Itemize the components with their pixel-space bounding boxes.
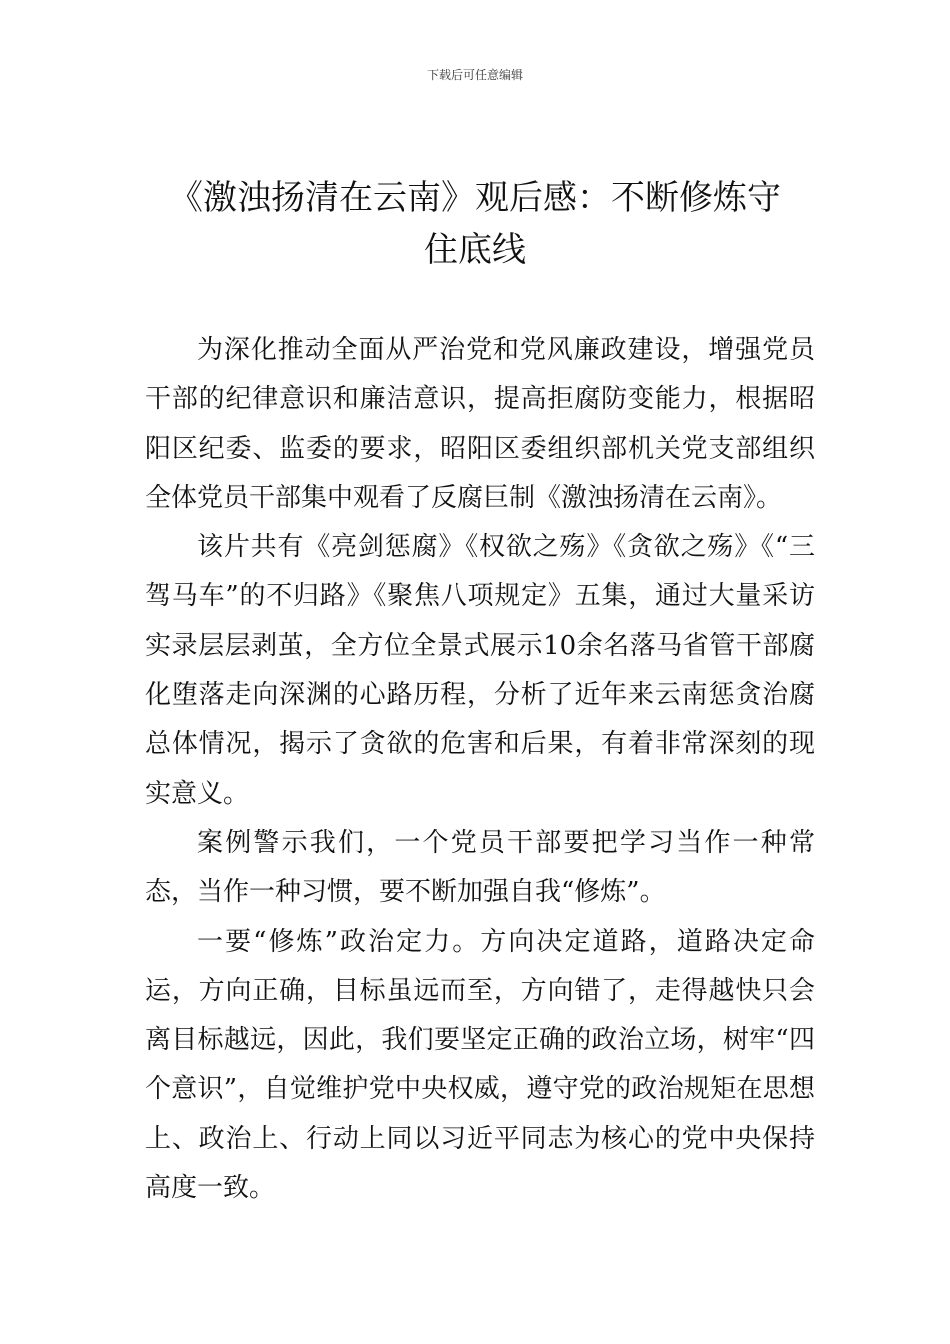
paragraph-4: 一要“修炼”政治定力。方向决定道路，道路决定命运，方向正确，目标虽远而至，方向错了，走得越快只会离目标越远，因此，我们要坚定正确的政治立场，树牢“四个意识”，自觉维护党中央权威，遵守党的政治规矩在思想上、政治上、行动上同以习近平同志为核心的党中央保持高度一致。: [145, 926, 815, 1204]
paragraph-1: 为深化推动全面从严治党和党风廉政建设，增强党员干部的纪律意识和廉洁意识，提高拒腐防变能力，根据昭阳区纪委、监委的要求，昭阳区委组织部机关党支部组织全体党员干部集中观看了反腐巨制《激浊扬清在云南》。: [145, 335, 815, 513]
title-line-1: 《激浊扬清在云南》观后感：不断修炼守: [169, 178, 781, 218]
document-body: [145, 326, 815, 1213]
paragraph-3: 案例警示我们，一个党员干部要把学习当作一种常态，当作一种习惯，要不断加强自我“修炼”。: [145, 827, 815, 908]
document-title: [120, 172, 830, 276]
header-note: 下载后可任意编辑: [426, 68, 523, 82]
paragraph-2: 该片共有《亮剑惩腐》《权欲之殇》《贪欲之殇》《“三驾马车”的不归路》《聚焦八项规定》五集，通过大量采访实录层层剥茧，全方位全景式展示10余名落马省管干部腐化堕落走向深渊的心路历程，分析了近年来云南惩贪治腐总体情况，揭示了贪欲的危害和后果，有着非常深刻的现实意义。: [145, 532, 815, 809]
title-line-2: 住底线: [424, 230, 526, 270]
